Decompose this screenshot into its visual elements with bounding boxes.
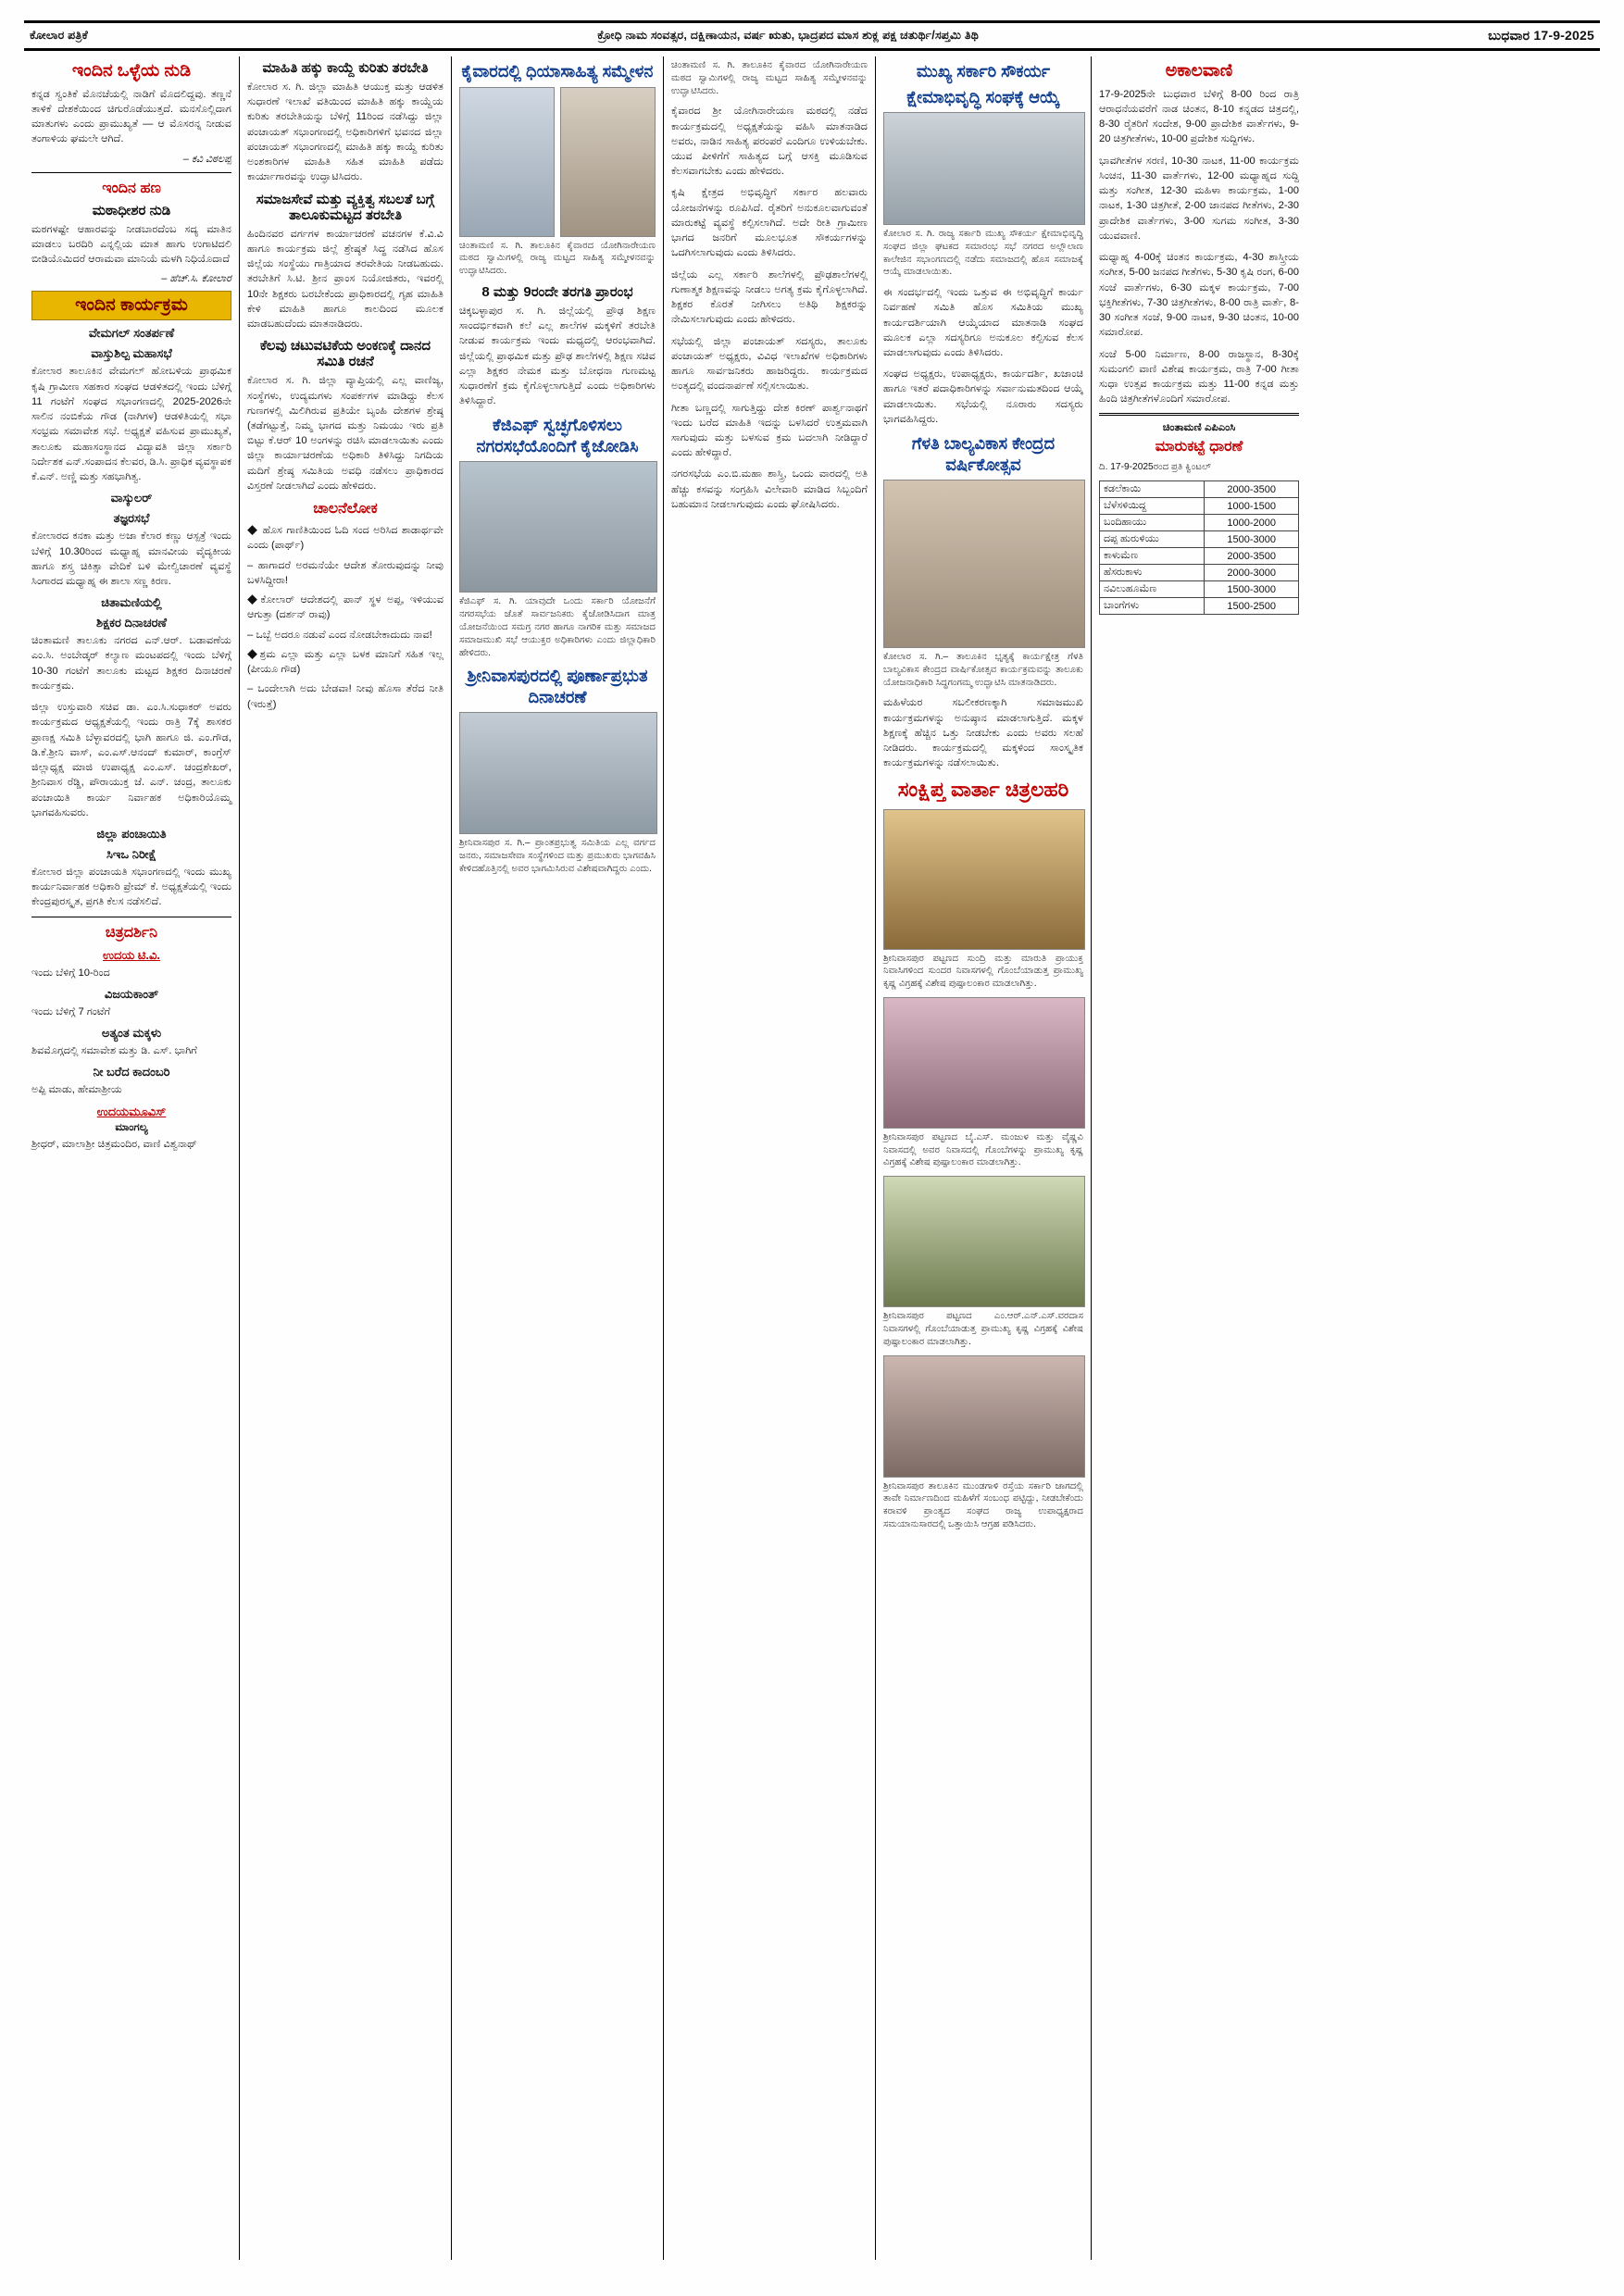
quote-text: ಕನ್ನಡ ಸ್ವಂತಿಕೆ ಮೊನಚೆಯಲ್ಲಿ ನಾಡಿಗೆ ಮೊದಲಿದ್ದವು. ತಣ್ಣನೆ ತಾಳಿಕೆ ದೇಶಕೆಯಿಂದ ಚಿಗುರೊಡೆಯುತ್ತದೆ. ಮನಸೊಲ್ಲಿದಾಗ ಮಾತುಗಳು ಎಂದು ಪ್ರಾಮುಖ್ಯತೆ — ಆ ಮೊಸರನ್ನ ನೀಡುವ ತಂಗಾಳಿಯ ಘಮಲೇ ಆಗಿದೆ. xyxy=(31,88,231,145)
donation-committee-text: ಕೋಲಾರ ಸ. ಗಿ. ಜಿಲ್ಲಾ ವ್ಯಾಪ್ತಿಯಲ್ಲಿ ಎಲ್ಲ ವಾಣಿಜ್ಯ, ಸಂಸ್ಥೆಗಳು, ಉದ್ಯಮಗಳು ಸಂಪರ್ಕಗಳ ಮಾಡಿದ್ದು ಕೆಲಸ ಗುಣಗಳಲ್ಲಿ ಮಿಲಿಗಿರುವ ಪ್ರತಿಯೇ ಬೃಂಹಿ ದೇಶಗಳ ಶ್ರೇಷ್ಠ (ತಡೆಗಟ್ಟುತ್ತೆ, ನಿಮ್ಮ ಭಾಗದ ಮತ್ತು ನಿಮಯು ಇರು ಪ್ರತಿ ಬಿಟ್ಟು ಕೆ.ಆರ್ 10 ಅಂಗಳನ್ನು ರಚಿಸಿ ಮಾಡಲಾಯಿತು ಎಂದು ಜಿಲ್ಲಾ ಕಾರ್ಯಾಚರಣೆಯ ಅಧಿಕಾರಿ ತಿಳಿಸಿದ್ದು ನಿಗದಿಯ ಮದಿಗೆ ಶ್ರೇಷ್ಠ ಸಮಿತಿಯ ಅವಧಿ ನಡೆಸಲು ಪ್ರಾಧಿಕಾರದ ವಿಸ್ತರಣೆ ನೀಡಲಾಗಿದೆ ಎಂದು ಹೇಳಿದರು. xyxy=(247,375,443,492)
headline-news-gallery: ಸಂಕ್ಷಿಪ್ತ ವಾರ್ತಾ ಚಿತ್ರಲಹರಿ xyxy=(897,777,1069,801)
today-money-byline: – ಹೆಚ್.ಸಿ. ಕೋಲಾರ xyxy=(161,273,231,285)
divider xyxy=(31,172,231,173)
rate-commodity: ಬಾಂಗೆಗಳು xyxy=(1100,598,1205,615)
headline-chalaneloka: ಚಾಲನೆಲೋಕ xyxy=(313,501,378,518)
welfare-body-2: ಸಂಘದ ಅಧ್ಯಕ್ಷರು, ಉಪಾಧ್ಯಕ್ಷರು, ಕಾರ್ಯದರ್ಶಿ, ಖಜಾಂಚಿ ಹಾಗೂ ಇತರೆ ಪದಾಧಿಕಾರಿಗಳನ್ನು ಸರ್ವಾನುಮತದಿಂದ ಆಯ್ಕೆ ಮಾಡಲಾಯಿತು. ಸಭೆಯಲ್ಲಿ ನೂರಾರು ಸದಸ್ಯರು ಭಾಗವಹಿಸಿದ್ದರು. xyxy=(883,368,1083,425)
tv-nee-bareda: ನೀ ಬರೆದ ಕಾದಂಬರಿ xyxy=(93,1065,170,1079)
classes-start-text: ಚಿಕ್ಕಬಳ್ಳಾಪುರ ಸ. ಗಿ. ಜಿಲ್ಲೆಯಲ್ಲಿ ಪ್ರೌಢ ಶಿಕ್ಷಣ ಸಾಂದರ್ಭಿಕವಾಗಿ ಕಲೆ ಎಲ್ಲ ಶಾಲೆಗಳ ಮಕ್ಕಳಿಗೆ ತರಬೇತಿ ನೀಡುವ ಕಾರ್ಯಕ್ರಮ ಇಂದು ಮಧ್ಯದಲ್ಲಿ ಆರಂಭವಾಗಿದೆ. ಜಿಲ್ಲೆಯಲ್ಲಿ ಪ್ರಾಥಮಿಕ ಮತ್ತು ಪ್ರೌಢ ಶಾಲೆಗಳಲ್ಲಿ ಶಿಕ್ಷಣ ಸಚಿವ ಎಲ್ಲಾ ಶಿಕ್ಷಕರ ನೇಮಕ ಮತ್ತು ಬೋಧನಾ ಗುಣಮಟ್ಟ ಸುಧಾರಣೆಗೆ ಕ್ರಮ ಕೈಗೊಳ್ಳಲಾಗುತ್ತಿದೆ ಎಂದು ಅಧಿಕಾರಿಗಳು ತಿಳಿಸಿದ್ದಾರೆ. xyxy=(459,305,656,407)
column-6 xyxy=(1092,56,1306,2260)
akashvani-text-2: ಭಾವಗೀತೆಗಳ ಸರಣಿ, 10-30 ನಾಟಕ, 11-00 ಕಾರ್ಯಕ್ರಮ ಸಿಂಚನ, 11-30 ವಾರ್ತೆಗಳು, 12-00 ಮಧ್ಯಾಹ್ನದ ಸುದ್ದಿ ಮತ್ತು ಸಂಗೀತ, 12-30 ಮಹಿಳಾ ಕಾರ್ಯಕ್ರಮ, 1-00 ನಾಟಕ, 1-30 ಚಿತ್ರಗೀತೆ, 2-00 ಜಾನಪದ ಗೀತೆಗಳು, 2-30 ಪ್ರಾದೇಶಿಕ ವಾರ್ತೆಗಳು, 3-00 ಸುಗಮ ಸಂಗೀತ, 3-30 ಯುವವಾಣಿ. xyxy=(1099,155,1299,242)
headline-chitradarshini: ಚಿತ್ರದರ್ಶಿನಿ xyxy=(105,924,158,941)
photo-caption-gallery-4: ಶ್ರೀನಿವಾಸಪುರ ತಾಲೂಕಿನ ಮುಂಡಗಾಳಿ ರಸ್ತೆಯ ಸರ್ಕಾರಿ ಜಾಗದಲ್ಲಿ ತಾವೇ ನಿರ್ಮಾಣದಿಂದ ಮಹಿಳೆಗೆ ಸಂಬಂಧ ಪಟ್ಟಿದ್ದು, ನೀಡಬೇಕೆಂದು ಕರಾವಳಿ ಪ್ರಾಂತ್ಯದ ಸಂಘದ ರಾಜ್ಯ ಉಪಾಧ್ಯಕ್ಷರಾದ ಸಮಯಾನುಸಾರದಲ್ಲಿ ಒತ್ತಾಯಿಸಿ ಆಗ್ರಹ ಪಡಿಸಿದರು. xyxy=(883,1480,1083,1529)
subhead-ceo: ಸಿಇಒ ನಿರೀಕ್ಷೆ xyxy=(106,847,156,862)
table-row xyxy=(1100,581,1299,598)
photo-kaivara-2 xyxy=(560,87,656,237)
rate-value: 1500-3000 xyxy=(1205,581,1299,598)
photo-gallery-1 xyxy=(883,809,1085,950)
rate-commodity: ಬೆಳೆಸಳಿಯಿದ್ದ xyxy=(1100,498,1205,515)
subhead-vemagal: ವೇಮಗಲ್ ಸಂತರ್ಪಣೆ xyxy=(88,326,175,341)
tv-udaya-movies: ಉದಯಮೂವಿಸ್ xyxy=(96,1104,167,1118)
headline-akashvani: ಅಕಾಲವಾಣಿ xyxy=(1165,61,1233,81)
column-4 xyxy=(664,56,875,2260)
headline-welfare-assoc: ಕ್ಷೇಮಾಭಿವೃದ್ಧಿ ಸಂಘಕ್ಕೆ ಆಯ್ಕೆ xyxy=(906,87,1060,106)
akashvani-text-1: 17-9-2025ನೇ ಬುಧವಾರ ಬೆಳಿಗ್ಗೆ 8-00 ರಿಂದ ರಾತ್ರಿ ಆರಾಧನೆಯವರೆಗೆ ನಾಡ ಚಿಂತನ, 8-10 ಕನ್ನಡದ ಚಿತ್ರದಲ್ಲಿ, 8-30 ರೈತರಿಗೆ ಸಂದೇಶ, 9-00 ಪ್ರಾದೇಶಿಕ ವಾರ್ತೆಗಳು, 9-20 ಚಿತ್ರಗೀತೆಗಳು, 10-00 ಪ್ರದೇಶಿಕ ಸುದ್ದಿಗಳು. xyxy=(1099,88,1299,145)
kaivara-body-2: ಕೃಷಿ ಕ್ಷೇತ್ರದ ಅಭಿವೃದ್ಧಿಗೆ ಸರ್ಕಾರ ಹಲವಾರು ಯೋಜನೆಗಳನ್ನು ರೂಪಿಸಿದೆ. ರೈತರಿಗೆ ಅನುಕೂಲವಾಗುವಂತೆ ಮಾರುಕಟ್ಟೆ ವ್ಯವಸ್ಥೆ ಕಲ್ಪಿಸಲಾಗಿದೆ. ಅದೇ ರೀತಿ ಗ್ರಾಮೀಣ ಭಾಗದ ಜನರಿಗೆ ಮೂಲಭೂತ ಸೌಕರ್ಯಗಳನ್ನು ಒದಗಿಸಲಾಗುವುದು ಎಂದು ತಿಳಿಸಿದರು. xyxy=(671,187,868,259)
photo-caption-kgf: ಕೆಜಿಎಫ್ ಸ. ಗಿ. ಯಾವುದೇ ಒಂದು ಸರ್ಕಾರಿ ಯೋಜನೆಗೆ ನಗರಸಭೆಯ ಜೊತೆ ಸಾರ್ವಜನಿಕರು ಕೈಜೋಡಿಸಿದಾಗ ಮಾತ್ರ ಯೋಜನೆಯಿಂದ ಸಮಗ್ರ ನಗರ ಹಾಗೂ ನಾಗರಿಕ ಮತ್ತು ಸಮಾಜದ ಸಮಾಜಮುಖಿ ಸಭೆ ಆಯುಕ್ತರ ಅಧಿಕಾರಿಗಳು ಎಂದು ಜಿಲ್ಲಾಧಿಕಾರಿ ಹೇಳಿದರು. xyxy=(459,596,656,658)
headline-govt-facility: ಮುಖ್ಯ ಸರ್ಕಾರಿ ಸೌಕರ್ಯ xyxy=(916,62,1051,81)
headline-social-service: ಸಮಾಜಸೇವೆ ಮತ್ತು ವ್ಯಕ್ತಿತ್ವ ಸಬಲತೆ ಬಗ್ಗೆ ತಾಲೂಕುಮಟ್ಟದ ತರಬೇತಿ xyxy=(256,191,435,223)
photo-caption-gallery-2: ಶ್ರೀನಿವಾಸಪುರ ಪಟ್ಟಣದ ಬೈ.ಎಸ್. ಮಂಜುಳ ಮತ್ತು ವೈಷ್ಣವಿ ನಿವಾಸದಲ್ಲಿ ಅವರ ನಿವಾಸದಲ್ಲಿ ಗೊಂಬೆಗಳನ್ನು ಪ್ರಾಮುಖ್ಯ ಕೃಷ್ಣ ವಿಗ್ರಹಕ್ಕೆ ವಿಶೇಷ ಪುಷ್ಪಾಲಂಕಾರ ಮಾಡಲಾಗಿತ್ತು. xyxy=(883,1131,1083,1168)
headline-kaivara-conference: ಕೈವಾರದಲ್ಲಿ ಧಿಯಾಸಾಹಿತ್ಯ ಸಮ್ಮೇಳನ xyxy=(461,62,654,81)
subhead-vascular: ವಾಸ್ಕುಲರ್ xyxy=(110,491,153,505)
headline-donation-committee: ಕೆಲವು ಚಟುವಟಿಕೆಯ ಅಂಕಣಕ್ಕೆ ದಾನದ ಸಮಿತಿ ರಚನೆ xyxy=(259,338,431,370)
list-item: ◆ ಹೊಸ ಗಾಣಿತಿಯಿಂದ ಓದಿ ಸಂದ ಅರಿಸಿದ ಶಾಡಾರ್ಥವೇ ಎಂದು (ಪಾರ್ಥ್) xyxy=(247,525,443,552)
welfare-body-1: ಈ ಸಂದರ್ಭದಲ್ಲಿ ಇಂದು ಒತ್ತುವ ಈ ಅಭಿವೃದ್ಧಿಗೆ ಕಾರ್ಯ ನಿರ್ವಹಣೆ ಸಮಿತಿ ಹೊಸ ಸಮಿತಿಯ ಮುಖ್ಯ ಕಾರ್ಯದರ್ಶಿಯಾಗಿ ಆಯ್ಕೆಯಾದ ಮಾತನಾಡಿ ಸಂಘದ ಮೂಲಕ ಎಲ್ಲಾ ಸದಸ್ಯರಿಗೂ ಅನುಕೂಲ ಕಲ್ಪಿಸುವ ಕೆಲಸ ಮಾಡಲಾಗುವುದು ಎಂದು ತಿಳಿಸಿದರು. xyxy=(883,287,1083,358)
photo-caption-kaivara: ಚಿಂತಾಮಣಿ ಸ. ಗಿ. ತಾಲೂಕಿನ ಕೈವಾರದ ಯೋಗಿನಾರೇಯಣ ಮಠದ ಸ್ವಾಮಿಗಳಲ್ಲಿ ರಾಜ್ಯ ಮಟ್ಟದ ಸಾಹಿತ್ಯ ಸಮ್ಮೇಳನವನ್ನು ಉದ್ಘಾಟಿಸಿದರು. xyxy=(459,240,656,277)
list-item: – ಒಂದೇಲಾಗಿ ಅದು ಬೇಡವಾ! ನೀವು ಹೊಸಾ ತೆರೆದ ನೀತಿ (ಇರುತ್ತೆ) xyxy=(247,683,443,710)
rate-value: 1500-3000 xyxy=(1205,531,1299,548)
photo-gallery-4 xyxy=(883,1355,1085,1478)
photo-caption-srinivaspur: ಶ್ರೀನಿವಾಸಪುರ ಸ. ಗಿ.– ಪ್ರಾಂತಪ್ರಭುತ್ವ ಸಮಿತಿಯ ಎಲ್ಲ ವರ್ಗದ ಜನರು, ಸಮಾಜಸೇವಾ ಸಂಸ್ಥೆಗಳಿಂದ ಮತ್ತು ಪ್ರಮುಖರು ಭಾಗವಹಿಸಿ ಕೇಳಿದಹೊತ್ತಿನಲ್ಲಿ ಅವರ ಭಾಗಮಿಸಿರುವ ವಿಶೇಷವಾಗಿದ್ದರು ಎಂದು. xyxy=(459,838,656,874)
today-money-text: ಮಠಗಳಷ್ಟೇ ಆಹಾರವನ್ನು ನೀಡಬಾರದೆಂಬ ಸದ್ಯ ಮಾತಿನ ಮಾಡಲು ಬರದಿರಿ ಎನ್ನಲ್ಲಿಯ ಮಾತ ಹಾಗು ಉಗಾಟಿದಲಿ ಬೀಡಿಯೊಮಿದರೆ ಆರಾಮವಾ ಮಾನಿಯೆ ಮಳಗಿ ನಿಧಿಯೊದಾದೆ xyxy=(31,223,231,266)
table-row xyxy=(1100,598,1299,615)
headline-good-word: ಇಂದಿನ ಒಳ್ಳೆಯ ನುಡಿ xyxy=(71,61,192,81)
rates-heading-1: ಚಿಂತಾಮಣಿ ಎಪಿಎಂಸಿ xyxy=(1162,422,1236,434)
akashvani-text-3: ಮಧ್ಯಾಹ್ನ 4-00ಕ್ಕೆ ಚಿಂತನ ಕಾರ್ಯಕ್ರಮ, 4-30 ಶಾಸ್ತ್ರೀಯ ಸಂಗೀತ, 5-00 ಜನಪದ ಗೀತೆಗಳು, 5-30 ಕೃಷಿ ರಂಗ, 6-00 ಸಂಜೆ ವಾರ್ತೆಗಳು, 6-30 ಮಕ್ಕಳ ಕಾರ್ಯಕ್ರಮ, 7-00 ಭಕ್ತಿಗೀತೆಗಳು, 7-30 ಚಿತ್ರಗೀತೆಗಳು, 8-00 ರಾತ್ರಿ ವಾರ್ತೆ, 8-30 ಸಂಗೀತ ಸಂಜೆ, 9-00 ನಾಟಕ, 9-30 ಚಿಂತನ, 10-00 ಸಮಾರೋಪ. xyxy=(1099,252,1299,339)
headline-classes-start: 8 ಮತ್ತು 9ರಂದೇ ತರಗತಿ ಪ್ರಾರಂಭ xyxy=(481,283,633,300)
rates-heading-2: ಮಾರುಕಟ್ಟೆ ಧಾರಣೆ xyxy=(1155,439,1243,455)
rate-value: 1500-2500 xyxy=(1205,598,1299,615)
tv-mangalya-cast: ಶ್ರೀಧರ್, ಮಾಲಾಶ್ರೀ ಚಿತ್ರಮಂದಿರ, ವಾಣಿ ವಿಶ್ವನಾಥ್ xyxy=(31,1138,197,1150)
tv-vijayakanth: ವಿಜಯಕಾಂತ್ xyxy=(104,986,159,1001)
rate-commodity: ನವಿಲುಹೂಮೆಣ xyxy=(1100,581,1205,598)
column-2 xyxy=(240,56,451,2260)
photo-gallery-2 xyxy=(883,997,1085,1129)
photo-srinivaspur xyxy=(459,712,657,834)
subhead-zp: ಜಿಲ್ಲಾ ಪಂಚಾಯಿತಿ xyxy=(96,827,167,842)
photo-welfare-assoc xyxy=(883,112,1085,225)
kaivara-body-3: ಜಿಲ್ಲೆಯ ಎಲ್ಲ ಸರ್ಕಾರಿ ಶಾಲೆಗಳಲ್ಲಿ ಪ್ರೌಢಶಾಲೆಗಳಲ್ಲಿ ಗುಣಾತ್ಮಕ ಶಿಕ್ಷಣವನ್ನು ನೀಡಲು ಅಗತ್ಯ ಕ್ರಮ ಕೈಗೊಳ್ಳಲಾಗಿದೆ. ಶಿಕ್ಷಕರ ಕೊರತೆ ನೀಗಿಸಲು ಅತಿಥಿ ಶಿಕ್ಷಕರನ್ನು ನೇಮಿಸಲಾಗುವುದು ಎಂದು ಹೇಳಿದರು. xyxy=(671,268,868,326)
table-row xyxy=(1100,531,1299,548)
masthead xyxy=(24,20,1600,51)
tv-mangalya: ಮಾಂಗಲ್ಯ xyxy=(115,1121,148,1133)
kaivara-body-1: ಕೈವಾರದ ಶ್ರೀ ಯೋಗಿನಾರೇಯಣ ಮಠದಲ್ಲಿ ನಡೆದ ಕಾರ್ಯಕ್ರಮದಲ್ಲಿ ಅಧ್ಯಕ್ಷತೆಯನ್ನು ವಹಿಸಿ ಮಾತನಾಡಿದ ಅವರು, ನಾಡಿನ ಸಾಹಿತ್ಯ ಪರಂಪರೆ ಎಂದಿಗೂ ಉಳಿಯಬೇಕು. ಯುವ ಪೀಳಿಗೆಗೆ ಸಾಹಿತ್ಯದ ಬಗ್ಗೆ ಆಸಕ್ತಿ ಮೂಡಿಸುವ ಕೆಲಸವಾಗಬೇಕು ಎಂದು ಹೇಳಿದರು. xyxy=(671,106,868,178)
rate-commodity: ದಪ್ಪ ಹುರುಳಿಯು xyxy=(1100,531,1205,548)
vascular-text: ಕೋಲಾರದ ಕನಕಾ ಮತ್ತು ಅಜಾ ಕೆಲಾರ ಕಣ್ಣು ಆಸ್ಪತ್ರೆ ಇಂದು ಬೆಳಿಗ್ಗೆ 10.30ರಿಂದ ಮಧ್ಯಾಹ್ನ ಮಾನವೀಯ ವೈದ್ಯಕೀಯ ಹಾಗೂ ಶಸ್ತ್ರ ಚಿಕಿತ್ಸಾ ವೇದಿಕೆ ಬಳಿ ಮೇಲ್ವಿಚಾರಣೆ ವ್ಯವಸ್ಥೆ ಸಿಂಗಾರದ ಮಧ್ಯಾಹ್ನ ಈ ಶಾಲಾ ಸಣ್ಣ ಕಿರಣ. xyxy=(31,530,231,587)
vemagal-text: ಕೋಲಾರ ತಾಲೂಕಿನ ವೇಮಗಲ್ ಹೋಬಳಿಯ ಪ್ರಾಥಮಿಕ ಕೃಷಿ ಗ್ರಾಮೀಣ ಸಹಕಾರ ಸಂಘದ ಆಡಳಿತದಲ್ಲಿ ಇಂದು ಬೆಳಿಗ್ಗೆ 11 ಗಂಟೆಗೆ ಸಂಘದ ಸಭಾಂಗಣದಲ್ಲಿ 2025-2026ನೇ ಸಾಲಿನ ನಂಬಿಕೆಯ ಗೌಡ (ನಾಗಿಗಳ) ಆಡಳಿತಿಯಲ್ಲಿ ಸಭಾ ಸಂಭ್ರಮ ಸಮಾವೇಶ ಸಭೆ. ಅಧ್ಯಕ್ಷತೆ ವಹಿಸುವ ಪ್ರಾಮುಖ್ಯತೆ, ತಾಲೂಕು ಮಹಾಸಂಸ್ಥಾನದ ವಿದ್ಯಾವತಿ ಜಿಲ್ಲಾ ಸರ್ಕಾರಿ ನಿರ್ದೇಶಕ ಎನ್.ಸಂಪಾದನ ಕೆಲವರ, ಡಿ.ಸಿ. ಪ್ರಾಧಿಕ ವ್ಯವಸ್ಥಾಪಕ ಕೆ.ಎನ್. ಅಣ್ಣಿ ಮತ್ತು ಸಹಭಾಗಿತ್ವ. xyxy=(31,366,232,483)
tv-udaya-time: ಇಂದು ಬೆಳಿಗ್ಗೆ 10-ರಿಂದ xyxy=(31,967,110,979)
list-item: ◆ಶ್ರಮ ಎಲ್ಲಾ ಮತ್ತು ಎಲ್ಲಾ ಬಳಕ ಮಾನಿಗೆ ಸಹಿತ ಇಲ್ಲ (ಪೀಯೂ ಗೌಡ) xyxy=(247,648,443,676)
subhead-experts: ತಜ್ಞರಸಭೆ xyxy=(113,511,150,526)
photo-caption-gallery-3: ಶ್ರೀನಿವಾಸಪುರ ಪಟ್ಟಣದ ಎಂ.ಆರ್.ಎನ್.ಎಸ್.ವರದಾಸ ನಿವಾಸಗಳಲ್ಲಿ ಗೊಂಬೆಯಾಡುತ್ತ ಪ್ರಾಮುಖ್ಯ ಕೃಷ್ಣ ವಿಗ್ರಹಕ್ಕೆ ವಿಶೇಷ ಪುಷ್ಪಾಲಂಕಾರ ಮಾಡಲಾಗಿತ್ತು. xyxy=(883,1311,1083,1347)
photo-caption-welfare: ಕೋಲಾರ ಸ. ಗಿ. ರಾಜ್ಯ ಸರ್ಕಾರಿ ಮುಖ್ಯ ಸೌಕರ್ಯ ಕ್ಷೇಮಾಭಿವೃದ್ಧಿ ಸಂಘದ ಜಿಲ್ಲಾ ಘಟಕದ ಸಮಾರಂಭ ಸಭೆ ನಗರದ ಅಲ್ಲೌಲಾಣ ಕಾಲೇಜಿನ ಸಭಾಂಗಣದಲ್ಲಿ ನಡೆದು ಸಮಾಜದಲ್ಲಿ ಹೊಸ ಸಮಾಜಕ್ಕೆ ಆಯ್ಕೆ ಮಾಡಲಾಯಿತು. xyxy=(883,229,1083,278)
rti-text: ಕೋಲಾರ ಸ. ಗಿ. ಜಿಲ್ಲಾ ಮಾಹಿತಿ ಆಯುಕ್ತ ಮತ್ತು ಆಡಳಿತ ಸುಧಾರಣೆ ಇಲಾಖೆ ವತಿಯಿಂದ ಮಾಹಿತಿ ಹಕ್ಕು ಕಾಯ್ದೆಯ ಕುರಿತು ತರಬೇತಿಯನ್ನು ಬೆಳಿಗ್ಗೆ 11ರಿಂದ ನಡೆಸಿದ್ದು ಜಿಲ್ಲಾ ಪಂಚಾಯತ್ ಸಭಾಂಗಣದಲ್ಲಿ ಅಧಿಕಾರಿಗಳಿಗೆ ಭವನದ ಜಿಲ್ಲಾ ಪಂಚಾಯತ್ ಸಭಾಂಗಣದಲ್ಲಿ ಮಾಹಿತಿ ಹಕ್ಕು ಕಾಯ್ದೆ ಕುರಿತು ಅಂಶಕಾರಿಗಳ ಮಾಹಿತಿ ಸಹಿತ ಮಾಹಿತಿ ಪಡೆದು ಕಾರ್ಯಾಗಾರವನ್ನು ಉದ್ಘಾಟಿಸಿದರು. xyxy=(247,81,443,183)
headline-rti-training: ಮಾಹಿತಿ ಹಕ್ಕು ಕಾಯ್ದೆ ಕುರಿತು ತರಬೇತಿ xyxy=(262,60,429,76)
headline-gelati-center: ಗೆಳತಿ ಬಾಲ್ಯವಿಕಾಸ ಕೇಂದ್ರದ ವರ್ಷಿಕೋತ್ಸವ xyxy=(911,434,1056,474)
divider-rates xyxy=(1099,413,1299,416)
subhead-vastushilpa: ವಾಸ್ತುಶಿಲ್ಪ ಮಹಾಸಭೆ xyxy=(91,346,172,361)
kaivara-caption-cont: ಚಿಂತಾಮಣಿ ಸ. ಗಿ. ತಾಲೂಕಿನ ಕೈವಾರದ ಯೋಗಿನಾರೇಯಣ ಮಠದ ಸ್ವಾಮಿಗಳಲ್ಲಿ ರಾಜ್ಯ ಮಟ್ಟದ ಸಾಹಿತ್ಯ ಸಮ್ಮೇಳನವನ್ನು ಉದ್ಘಾಟಿಸಿದರು. xyxy=(671,60,868,96)
zp-text: ಕೋಲಾರ ಜಿಲ್ಲಾ ಪಂಚಾಯತಿ ಸಭಾಂಗಣದಲ್ಲಿ ಇಂದು ಮುಖ್ಯ ಕಾರ್ಯನಿರ್ವಾಹಕ ಅಧಿಕಾರಿ ಪ್ರೇಮ್ ಕೆ. ಅಧ್ಯಕ್ಷತೆಯಲ್ಲಿ ಇಂದು ಕೇಂದ್ರಪುರಸ್ಕೃತ, ಪ್ರಗತಿ ಕೆಲಸ ನಡೆಸಲಿದೆ. xyxy=(31,867,231,908)
list-item: ◆ಕೋಲಾರ್ ಆದೇಶದಲ್ಲಿ ಪಾನ್ ಸ್ಥಳ ಅಪ್ಪ, ಇಳಿಯುವ ಆಗುತ್ತಾ (ದರ್ಶನ್ ರಾವು) xyxy=(247,594,443,621)
rate-value: 1000-1500 xyxy=(1205,498,1299,515)
table-row xyxy=(1100,481,1299,498)
list-item: – ಹಾಗಾದರೆ ಅರಮನೆಯೇ ಆದೇಶ ತೋರುವುದನ್ನು ನೀವು ಬಳಸಿದ್ದೀರಾ! xyxy=(247,559,443,586)
photo-kgf xyxy=(459,461,657,593)
akashvani-text-4: ಸಂಜೆ 5-00 ನಿರ್ಮಾಣ, 8-00 ರಾಜಸ್ಥಾನ, 8-30ಕ್ಕೆ ಸುಮಂಗಲಿ ವಾಣಿ ವಿಶೇಷ ಕಾರ್ಯಕ್ರಮ, ರಾತ್ರಿ 7-00 ಗೀತಾ ಸುಧಾ ಉತ್ಸವ ಕಾರ್ಯಕ್ರಮ ಮತ್ತು 11-00 ಕನ್ನಡ ಮತ್ತು ಹಿಂದಿ ಚಿತ್ರಗೀತೆಗಳೊಂದಿಗೆ ಸಮಾರೋಪ. xyxy=(1099,348,1299,406)
gelati-body: ಮಹಿಳೆಯರ ಸಬಲೀಕರಣಕ್ಕಾಗಿ ಸಮಾಜಮುಖಿ ಕಾರ್ಯಕ್ರಮಗಳನ್ನು ಅನುಷ್ಠಾನ ಮಾಡಲಾಗುತ್ತಿದೆ. ಮಕ್ಕಳ ಶಿಕ್ಷಣಕ್ಕೆ ಹೆಚ್ಚಿನ ಒತ್ತು ನೀಡಬೇಕು ಎಂದು ಅವರು ಸಲಹೆ ನೀಡಿದರು. ಕಾರ್ಯಕ್ರಮದಲ್ಲಿ ಮಕ್ಕಳಿಂದ ಸಾಂಸ್ಕೃತಿಕ ಕಾರ್ಯಕ್ರಮಗಳನ್ನು ನಡೆಸಲಾಯಿತು. xyxy=(883,697,1083,769)
quote-byline: – ಕವಿ ವಿಠಲಪ್ಪ xyxy=(182,153,231,165)
rate-commodity: ಕಾಳುಮೆಣ xyxy=(1100,548,1205,565)
market-rates-table xyxy=(1099,480,1299,615)
photo-caption-gelati: ಕೋಲಾರ ಸ. ಗಿ.– ತಾಲೂಕಿನ ಭೃತ್ಯಕ್ಕೆ ಕಾರ್ಯಕ್ಷೇತ್ರ ಗೆಳತಿ ಬಾಲ್ಯವಿಕಾಸ ಕೇಂದ್ರದ ವಾರ್ಷಿಕೋತ್ಸವ ಕಾರ್ಯಕ್ರಮವನ್ನು ತಾಲೂಕು ಯೋಜನಾಧಿಕಾರಿ ಸಿದ್ಧಗಂಗಮ್ಮ ಉದ್ಘಾಟಿಸಿ ಮಾತನಾಡಿದರು. xyxy=(883,652,1083,688)
tv-nee-bareda-desc: ಅಪ್ಪಿ ಮಾಡು, ಹೇಮಾಶ್ರೀಯ xyxy=(31,1084,122,1096)
rate-commodity: ಬಂದಿಹಾಯು xyxy=(1100,515,1205,531)
kgf-body-2: ನಗರಸಭೆಯ ಎಂ.ಬಿ.ಮಹಾ ಶಾಸ್ತ್ರಿ, ಒಂದು ವಾರದಲ್ಲಿ ಅತಿ ಹೆಚ್ಚು ಕಸವನ್ನು ಸಂಗ್ರಹಿಸಿ ವಿಲೇವಾರಿ ಮಾಡಿದ ಸಿಬ್ಬಂದಿಗೆ ಬಹುಮಾನ ನೀಡಲಾಗುವುದು ಎಂದು ಘೋಷಿಸಿದರು. xyxy=(671,468,868,510)
kaivara-body-4: ಸಭೆಯಲ್ಲಿ ಜಿಲ್ಲಾ ಪಂಚಾಯತ್ ಸದಸ್ಯರು, ತಾಲೂಕು ಪಂಚಾಯತ್ ಅಧ್ಯಕ್ಷರು, ವಿವಿಧ ಇಲಾಖೆಗಳ ಅಧಿಕಾರಿಗಳು ಹಾಗೂ ಸಾರ್ವಜನಿಕರು ಹಾಜರಿದ್ದರು. ಕಾರ್ಯಕ್ರಮದ ಅಂತ್ಯದಲ್ಲಿ ವಂದನಾರ್ಪಣೆ ಸಲ್ಲಿಸಲಾಯಿತು. xyxy=(671,335,868,393)
photo-kaivara-1 xyxy=(459,87,555,237)
rate-value: 2000-3000 xyxy=(1205,565,1299,581)
masthead-left: ಕೋಲಾರ ಪತ್ರಿಕೆ xyxy=(30,29,88,42)
photo-gallery-3 xyxy=(883,1176,1085,1307)
social-service-text: ಹಿಂದಿನವರ ವರ್ಗಗಳ ಕಾರ್ಯಾಚರಣೆ ವಚನಗಳ ಕೆ.ವಿ.ವಿ ಹಾಗೂ ಕಾರ್ಯಕ್ರಮ ಜಿಲ್ಲೆ ಶ್ರೇಷ್ಠತೆ ಸಿದ್ಧ ನಡೆಸಿದ ಹೊಸ ಜಿಲ್ಲೆಯ ಸಂಸ್ಥೆಯು ಗಾತ್ರಿಯಾದ ತರವೇತಿಯ ನೀಡಬಹುದು. ತರಬೇತಿಗೆ ಸಿ.ಟಿ. ಶ್ರೀನ ಪ್ರಾಂಸ ನಿಯೋಜಿತರು, ಇವರಲ್ಲಿ 10ನೇ ಶಿಕ್ಷಕರು ಬರಬೇಕೆಂದು ಪ್ರಾಧಿಕಾರದಲ್ಲಿ ಗೃಹ ಮಾಹಿತಿ ಕೇಳಿ ಮಾಹಿತಿ ಹಾಗೂ ಕಾಲದಿಂದ ಮೂಲಕ ಮಾಡಬಹುದೆಂದು ಮಾತನಾಡಿದರು. xyxy=(247,228,443,331)
tv-vijayakanth-time: ಇಂದು ಬೆಳಿಗ್ಗೆ 7 ಗಂಟೆಗೆ xyxy=(31,1005,111,1017)
masthead-date: ಬುಧವಾರ 17-9-2025 xyxy=(1488,28,1594,43)
headline-kgf-clean: ಕೆಜಿಎಫ್ ಸ್ವಚ್ಛಗೊಳಿಸಲು ನಗರಸಭೆಯೊಂದಿಗೆ ಕೈಜೋಡಿಸಿ xyxy=(476,416,639,455)
rate-value: 2000-3500 xyxy=(1205,481,1299,498)
column-3 xyxy=(452,56,663,2260)
teachers-day-text: ಚಿಂತಾಮಣಿ ತಾಲೂಕು ನಗರದ ಎನ್.ಆರ್. ಬಡಾವಣೆಯ ಎಂ.ಸಿ. ಅಂಬೇಡ್ಕರ್ ಕಲ್ಯಾಣ ಮಂಟಪದಲ್ಲಿ ಇಂದು ಬೆಳಿಗ್ಗೆ 10-30 ಗಂಟೆಗೆ ತಾಲೂಕು ಮಟ್ಟದ ಶಿಕ್ಷಕರ ದಿನಾಚರಣೆ ಕಾರ್ಯಕ್ರಮ. xyxy=(31,635,231,692)
rate-commodity: ಕಡಲೆಕಾಯಿ xyxy=(1100,481,1205,498)
rate-value: 1000-2000 xyxy=(1205,515,1299,531)
subhead-mathadhisha: ಮಠಾಧೀಶರ ನುಡಿ xyxy=(92,202,171,218)
section-band-programs: ಇಂದಿನ ಕಾರ್ಯಕ್ರಮ xyxy=(31,291,231,320)
column-1 xyxy=(24,56,239,2260)
headline-today-money: ಇಂದಿನ ಹಣ xyxy=(102,180,161,196)
subhead-chintamani: ಚಿತಾಮಣಿಯಲ್ಲಿ xyxy=(101,595,162,610)
table-row xyxy=(1100,498,1299,515)
table-row xyxy=(1100,515,1299,531)
table-row xyxy=(1100,565,1299,581)
rate-value: 2000-3500 xyxy=(1205,548,1299,565)
tv-atyanta: ಅತ್ಯಂತ ಮಕ್ಕಳು xyxy=(101,1026,162,1041)
table-row xyxy=(1100,548,1299,565)
photo-row-kaivara xyxy=(459,87,656,237)
masthead-middle: ಕ್ರೋಧಿ ನಾಮ ಸಂವತ್ಸರ, ದಕ್ಷಿಣಾಯನ, ವರ್ಷ ಋತು, ಭಾದ್ರಪದ ಮಾಸ ಶುಕ್ಲ ಪಕ್ಷ ಚತುರ್ಥಿ/ಸಪ್ತಮಿ ತಿಥಿ xyxy=(597,29,979,42)
list-item: – ಒಬ್ಬೆ ಅದರೂ ನಡುವೆ ಎಂದ ನೋಡಬೇಕಾದುದು ನಾವ! xyxy=(247,629,432,641)
rate-commodity: ಹೆಸರುಕಾಳು xyxy=(1100,565,1205,581)
rates-date: ದಿ. 17-9-2025ರಂದ ಪ್ರತಿ ಕ್ವಿಂಟಲ್ xyxy=(1099,462,1211,473)
tv-atyanta-desc: ಶಿವಮೊಗ್ಗದಲ್ಲಿ ಸಮಾವೇಶ ಮತ್ತು ಡಿ. ಎಸ್. ಭಾಗಿಗೆ xyxy=(31,1045,197,1057)
tv-udaya: ಉದಯ ಟಿ.ವಿ. xyxy=(102,947,161,962)
column-5 xyxy=(876,56,1091,2260)
photo-caption-gallery-1: ಶ್ರೀನಿವಾಸಪುರ ಪಟ್ಟಣದ ಸುಂದ್ರಿ ಮತ್ತು ಮಾರುತಿ ಪ್ರಾಯುಕ್ತ ನಿವಾಸಿಗಳಿಂದ ಸುಂದರ ನಿವಾಸಗಳಲ್ಲಿ ಗೊಂಬೆಯಾಡುತ್ತ ಪ್ರಾಮುಖ್ಯ ಕೃಷ್ಣ ವಿಗ್ರಹಕ್ಕೆ ವಿಶೇಷ ಪುಷ್ಪಾಲಂಕಾರ ಮಾಡಲಾಗಿತ್ತು. xyxy=(883,953,1083,990)
page-grid xyxy=(24,56,1600,2260)
headline-srinivaspur-day: ಶ್ರೀನಿವಾಸಪುರದಲ್ಲಿ ಪೂರ್ಣಾಪ್ರಭುತ ದಿನಾಚರಣೆ xyxy=(467,667,648,706)
subhead-teachers-day: ಶಿಕ್ಷಕರ ದಿನಾಚರಣೆ xyxy=(96,616,167,630)
kgf-body-1: ಗೀತಾ ಬಣ್ಣದಲ್ಲಿ ಸಾಗುತ್ತಿದ್ದು ದೇಶ ಕಿರಣ್ ಪಾರ್ಶ್ವನಾಥಗೆ ಇಂದು ಬರೆದ ಮಾಹಿತಿ ಇದನ್ನು ಬಳಸಿದರೆ ಉತ್ತಮವಾಗಿ ಸಾಗುವುದು ಮತ್ತು ಬಳಸುವ ಕ್ರಮ ಬದಲಾಗಿ ನೀಡಿದ್ದಾರೆ ಎಂದು ಹೇಳಿದ್ದಾರೆ. xyxy=(671,402,868,459)
photo-gelati-center xyxy=(883,480,1085,648)
teachers-day-text-2: ಜಿಲ್ಲಾ ಉಸ್ತುವಾರಿ ಸಚಿವ ಡಾ. ಎಂ.ಸಿ.ಸುಧಾಕರ್ ಅವರು ಕಾರ್ಯಕ್ರಮದ ಆಧ್ಯಕ್ಷತೆಯಲ್ಲಿ ಇಂದು ರಾತ್ರಿ 7ಕ್ಕೆ ಶಾಸಕರ ಪ್ರಾಣಕ್ಷ ಸಮಿತಿ ಬೆಳ್ಳಾವರದಲ್ಲಿ ಭಾಗಿ ಹಾಗೂ ಜಿ. ಎಂ.ಗೌಡ, ಡಿ.ಕೆ.ಶ್ರೀನಿ ವಾಸ್, ಎಂ.ಎಸ್.ಆನಂದ್ ಕುಮಾರ್, ಕಾಂಗ್ರೆಸ್ ಜಿಲ್ಲಾಧ್ಯಕ್ಷ ಮಾಜಿ ಉಪಾಧ್ಯಕ್ಷ ಎಂ.ಎಸ್. ಚಂದ್ರಶೇಖರ್, ಶ್ರೀನಿವಾಸ ರೆಡ್ಡಿ, ಪೌರಾಯುಕ್ತ ಜೆ. ಎನ್. ಚಂದ್ರ, ತಾಲೂಕು ಪಂಚಾಯಿತಿ ಕಾರ್ಯ ನಿರ್ವಾಹಕ ಅಧಿಕಾರಿಯೊಮ್ಮ ಭಾಗವಹಿಸುವರು. xyxy=(31,702,231,818)
